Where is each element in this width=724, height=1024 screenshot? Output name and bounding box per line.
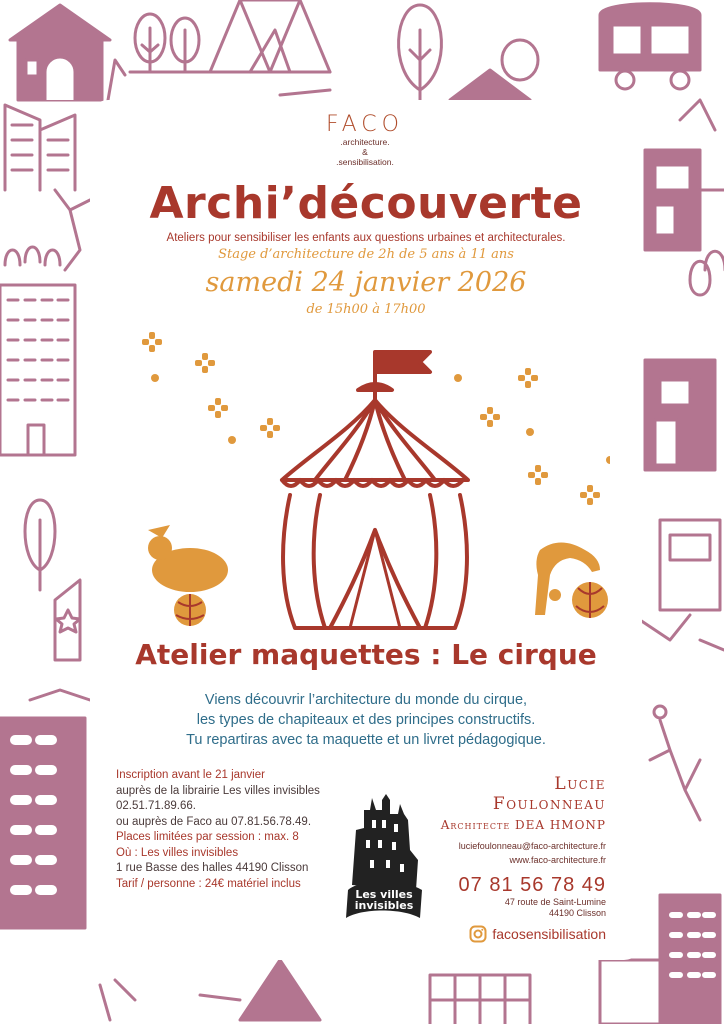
event-time: de 15h00 à 17h00 [306,302,426,317]
workshop-title: Atelier maquettes : Le cirque [135,638,597,671]
address-city: 44190 Clisson [548,908,606,918]
tree-icon [399,5,538,100]
page-title: Archi’découverte [149,178,583,229]
apartment-icon [0,190,90,455]
acrobat-icon [650,706,700,820]
faco-logo [300,112,430,167]
bookshop-logo [342,790,426,930]
info-line: 02.51.71.89.66. [116,800,196,812]
description-line: les types de chapiteaux et des principes constructifs. [196,712,536,728]
info-line: Tarif / personne : 24€ matériel inclus [116,877,301,890]
bookshop-tagline: LIBRAIRIE CAFÉ [366,916,402,921]
info-line: 1 rue Basse des halles 44190 Clisson [116,862,309,874]
scaffold-icon [430,975,530,1024]
hut-icon [10,5,125,100]
building-icon [640,520,724,650]
caravan-icon [600,4,700,89]
tent-icon [210,0,330,95]
circus-tent-icon [282,352,468,628]
stage-info: Stage d’architecture de 2h de 5 ans à 11 ans [218,247,514,262]
address-street: 47 route de Saint-Lumine [504,897,606,907]
logo-line: .architecture. [340,137,390,147]
info-line: Inscription avant le 21 janvier [116,769,265,781]
registration-info [116,768,346,892]
website-link[interactable]: www.faco-architecture.fr [509,855,606,865]
instagram-link[interactable] [440,925,606,943]
logo-name: FACO [326,112,404,137]
building-icon [5,105,75,190]
house-icon [645,100,724,295]
bear-icon [148,525,228,626]
logo-line: & [362,147,368,157]
architect-role: Architecte DEA HMONP [440,818,606,832]
phone-number[interactable]: 07 81 56 78 49 [458,874,606,896]
email-link[interactable]: luciefoulonneau@faco-architecture.fr [458,841,606,851]
subtitle: Ateliers pour sensibiliser les enfants aux questions urbaines et architecturales. [166,232,566,244]
info-line: auprès de la librairie Les villes invisibles [116,784,320,797]
event-date: samedi 24 janvier 2026 [205,267,527,298]
tent-icon [200,960,320,1020]
circus-illustration [130,330,610,630]
workshop-description [90,690,642,750]
instagram-icon [469,925,487,943]
instagram-handle: facosensibilisation [492,926,606,942]
info-line: Places limitées par session : max. 8 [116,831,299,843]
description-line: Tu repartiras avec ta maquette et un livret pédagogique. [186,732,546,748]
logo-line: .sensibilisation. [336,157,394,167]
info-line: Où : Les villes invisibles [116,846,239,859]
bookshop-name: invisibles [354,899,414,912]
acrobat-icon [535,543,608,619]
shop-icon [645,360,715,470]
description-line: Viens découvrir l’architecture du monde du cirque, [204,692,528,708]
bookshop-name: Les villes [355,888,413,901]
contact-block [440,774,606,943]
info-line: ou auprès de Faco au 07.81.56.78.49. [116,815,312,828]
tree-icon [25,500,90,700]
architect-name: Lucie Foulonneau [492,774,606,814]
